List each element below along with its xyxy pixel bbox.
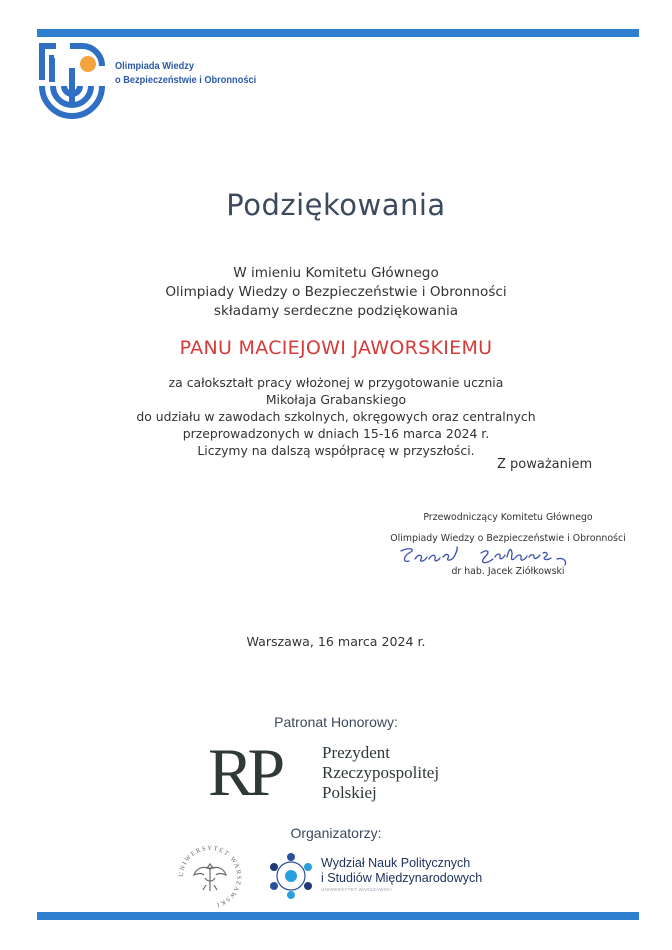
president-name (322, 743, 439, 803)
president-name-line: Polskiej (322, 783, 377, 802)
signatory-name: dr hab. Jacek Ziółkowski (451, 566, 565, 577)
body-text (0, 374, 672, 459)
olympiad-logo-icon (36, 42, 108, 130)
president-rp-logo: RP (208, 734, 280, 810)
university-seal-icon (175, 842, 245, 912)
body-line: do udziału w zawodach szkolnych, okręgowych oraz centralnych (136, 409, 536, 424)
place-and-date: Warszawa, 16 marca 2024 r. (246, 634, 426, 649)
president-name-line: Prezydent (322, 743, 390, 762)
bottom-accent-bar (37, 912, 639, 920)
olympiad-name (115, 59, 256, 87)
faculty-university-subtitle: UNIWERSYTET WARSZAWSKI (321, 887, 392, 892)
top-accent-bar (37, 29, 639, 37)
body-line: za całokształt pracy włożonej w przygotowanie ucznia (168, 375, 504, 390)
university-seal-text: UNIWERSYTET WARSZAWSKI (177, 844, 243, 909)
olympiad-name-line1: Olimpiada Wiedzy (115, 60, 194, 72)
document-title: Podziękowania (226, 188, 446, 222)
intro-line: Olimpiady Wiedzy o Bezpieczeństwie i Obronności (165, 284, 507, 300)
intro-text (0, 264, 672, 321)
faculty-name-line: i Studiów Międzynarodowych (321, 871, 483, 885)
intro-line: W imieniu Komitetu Głównego (233, 265, 439, 281)
olympiad-name-line2: o Bezpieczeństwie i Obronności (115, 74, 257, 86)
recipient-name: PANU MACIEJOWI JAWORSKIEMU (179, 337, 493, 359)
faculty-name-line: Wydział Nauk Politycznych (321, 856, 471, 870)
president-name-line: Rzeczypospolitej (322, 763, 440, 782)
body-line: Mikołaja Grabanskiego (265, 392, 407, 407)
faculty-logo-icon (268, 851, 314, 901)
organizers-label: Organizatorzy: (290, 825, 382, 841)
intro-line: składamy serdeczne podziękowania (213, 303, 459, 319)
body-line: przeprowadzonych w dniach 15-16 marca 2024 r. (182, 426, 490, 441)
signatory-role-line2: Olimpiady Wiedzy o Bezpieczeństwie i Obronności (390, 533, 626, 544)
closing-phrase: Z poważaniem (497, 457, 593, 472)
signatory-role-line1: Przewodniczący Komitetu Głównego (423, 512, 593, 523)
faculty-name (321, 856, 482, 886)
body-line: Liczymy na dalszą współpracę w przyszłości. (197, 443, 475, 458)
patronage-label: Patronat Honorowy: (274, 714, 398, 730)
